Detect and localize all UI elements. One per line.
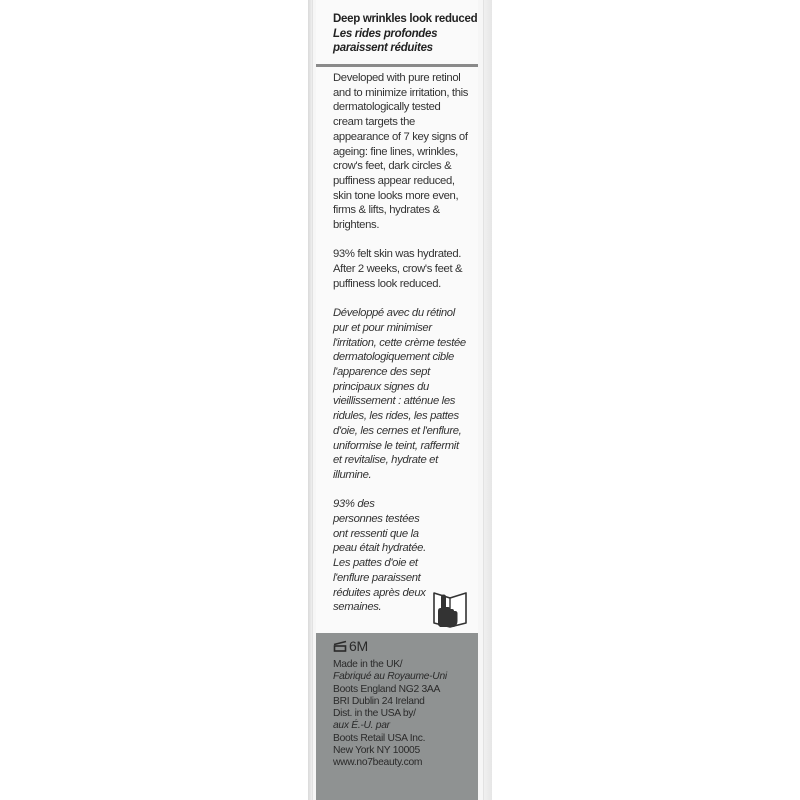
address-line: Dist. in the USA by/ [333,708,416,720]
description-en: Developed with pure retinol and to minimize irritation, this dermatologically tested cream targets the appearance of 7 key signs of ageing: fine lines, wrinkles, crow's feet, dark circles & puffiness appear reduced, skin tone looks more even, firms & lifts, hydrates & brightens. [333,72,469,232]
address-line: Made in the UK/ [333,659,403,670]
footer-info [333,637,473,770]
pao-badge [333,637,473,655]
header-title-fr-line1: Les rides profondes [333,28,438,40]
claim-en: 93% felt skin was hydrated. After 2 weeks, crow's feet & puffiness look reduced. [333,248,463,290]
claim-fr: 93% des personnes testées ont ressenti que la peau était hydratée. Les pattes d'oie et l'enflure paraissent réduites après deux semaines. [333,498,426,614]
jar-open-icon [333,640,347,652]
header-title-fr [333,27,478,55]
address-line: Boots England NG2 3AA [333,683,441,695]
address-line: Fabriqué au Royaume-Uni [333,671,447,683]
description-fr: Développé avec du rétinol pur et pour minimiser l'irritation, cette crème testée dermatologiquement cible l'apparence des sept principaux signes du vieillissement : atténue les ridules, les rides, les pattes d'oie, les cernes et l'enflure, uniformise le teint, raffermit et revitalise, hydrate et illumine. [333,307,466,481]
address-line: www.no7beauty.com [333,757,423,769]
address-lines [333,659,473,770]
panel-header [333,12,478,55]
address-line: BRI Dublin 24 Ireland [333,695,425,707]
header-title-fr-line2: paraissent réduites [333,42,433,54]
header-divider [316,64,478,67]
address-line: New York NY 10005 [333,745,420,757]
address-line: Boots Retail USA Inc. [333,732,426,744]
hand-leaflet-icon [428,585,472,629]
pao-label: 6M [349,638,368,654]
address-line: aux É.-U. par [333,720,390,732]
description-body [333,71,470,630]
header-title: Deep wrinkles look reduced [333,13,478,25]
